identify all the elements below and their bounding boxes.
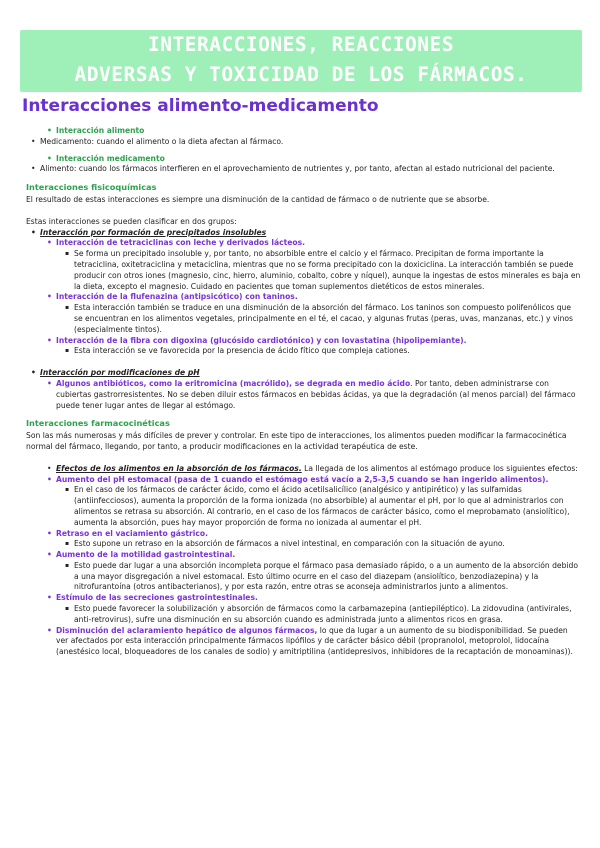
banner-title-line-2: ADVERSAS Y TOXICIDAD DE LOS FÁRMACOS. — [74, 63, 528, 86]
aclaramiento-item — [26, 626, 582, 658]
efectos-text: La llegada de los alimentos al estómago produce los siguientes efectos: — [301, 463, 578, 473]
fibra-label: • Interacción de la fibra con digoxina (glucósido cardiotónico) y con lovastatina (hipolipemiante). — [26, 336, 582, 347]
ph-estomacal-text: ▪ En el caso de los fármacos de carácter ácido, como el ácido acetilsalicílico (analgésico y antipirético) y las sulfamidas (antiinfecciosos), aumenta la proporción de la forma ionizada (no absorbible) al aumentar el pH, por lo que al administrarlos con alimentos se retrasa su absorción. Al contrario, en el caso de los fármacos de carácter básico, como el meprobamato (ansiolítico), aumenta la absorción, pues hay mayor proporción de forma no ionizada al aumentar el pH. — [26, 485, 582, 528]
efectos-label: Efectos de los alimentos en la absorción de los fármacos. — [56, 463, 302, 473]
retraso-label: • Retraso en el vaciamiento gástrico. — [26, 529, 582, 540]
interaccion-alimento-text: • Medicamento: cuando el alimento o la dieta afectan al fármaco. — [26, 137, 582, 148]
antibioticos-item — [26, 379, 582, 411]
antibioticos-label: Algunos antibióticos, como la eritromicina (macrólido), se degrada en medio ácido — [56, 378, 411, 388]
interaccion-medicamento-text: • Alimento: cuando los fármacos interfieren en el aprovechamiento de nutrientes y, por tanto, afectan al estado nutricional del paciente. — [26, 164, 582, 175]
interaccion-alimento-label: • Interacción alimento — [26, 126, 582, 137]
motilidad-text: ▪ Esto puede dar lugar a una absorción incompleta porque el fármaco pasa demasiado rápido, o a un aumento de la absorción debido a una mayor disgregación a nivel estomacal. Esto último ocurre en el caso del diazepam (ansiolítico, benzodiazepina) y la nitrofurantoína (otros antibacterianos), y por esta razón, entre otras se aconseja administrarlos junto a alimentos. — [26, 561, 582, 593]
tetraciclinas-text: ▪ Se forma un precipitado insoluble y, por tanto, no absorbible entre el calcio y el fármaco. Precipitan de forma importante la tetraciclina, oxitetraciclina y metaciclina, mientras que no se forma precipitado con la doxiciclina. La interacción también se puede producir con otros iones (magnesio, cinc, hierro, aluminio, cobalto, cobre y níquel), aunque la ingestas de estos minerales es baja en la dieta, excepto el magnesio. Cuidado en pacientes que toman suplementos dietéticos de estos minerales. — [26, 249, 582, 292]
farmaco-paragraph-1: Son las más numerosas y más difíciles de prever y controlar. En este tipo de interacciones, los alimentos pueden modificar la farmacocinética normal del fármaco, llegando, por tanto, a producir modificaciones en la actividad terapéutica de este. — [26, 431, 567, 451]
tetraciclinas-label: • Interacción de tetraciclinas con leche y derivados lácteos. — [26, 238, 582, 249]
group-ph: • Interacción por modificaciones de pH — [26, 368, 582, 379]
group-precipitados: • Interacción por formación de precipitados insolubles — [26, 228, 582, 239]
motilidad-label: • Aumento de la motilidad gastrointestinal. — [26, 550, 582, 561]
efectos-item — [26, 464, 582, 475]
retraso-text: ▪ Esto supone un retraso en la absorción de fármacos a nivel intestinal, en comparación con la situación de ayuno. — [26, 539, 582, 550]
aclaramiento-label: Disminución del aclaramiento hepático de algunos fármacos, — [56, 625, 318, 635]
document-body — [26, 126, 582, 658]
ph-estomacal-label: • Aumento del pH estomacal (pasa de 1 cuando el estómago está vacío a 2,5-3,5 cuando se han ingerido alimentos). — [26, 475, 582, 486]
fisico-paragraph-2: Estas interacciones se pueden clasificar en dos grupos: — [26, 216, 237, 226]
flufenazina-text: ▪ Esta interacción también se traduce en una disminución de la absorción del fármaco. Los taninos son compuesto polifenólicos que se encuentran en los alimentos vegetales, principalmente en el té, el cacao, y algunas frutas (peras, uvas, manzanas, etc.) y vinos (especialmente tintos). — [26, 303, 582, 335]
aclaramiento-text: lo que da lugar a un aumento de su biodisponibilidad. Se pueden ver afectados por esta interacción principalmente fármacos lipófilos y de carácter básico débil (propranolol, metoprolol, lidocaína (anestésico local, bloqueadores de los canales de sodio) y amitriptilina (antidepresivos, inhibidores de la recaptación de monoaminas)). — [56, 625, 573, 657]
section-heading-farmacocineticas: Interacciones farmacocinéticas — [26, 418, 170, 429]
estimulo-text: ▪ Esto puede favorecer la solubilización y absorción de fármacos como la carbamazepina (antiepiléptico). La zidovudina (antivirales, anti-retrovirus), sufre una disminución en su absorción cuando es administrada junto a alimentos ricos en grasa. — [26, 604, 582, 626]
banner-title-line-1: INTERACCIONES, REACCIONES — [148, 33, 454, 56]
antibioticos-text: . Por tanto, deben administrarse con cubiertas gastrorresistentes. No se deben diluir estos fármacos en bebidas ácidas, ya que la degradación (al menos parcial) del fármaco puede tener lugar antes de llegar al estómago. — [56, 378, 576, 410]
page-title: Interacciones alimento-medicamento — [22, 96, 379, 116]
fibra-text: ▪ Esta interacción se ve favorecida por la presencia de ácido fítico que compleja cationes. — [26, 346, 582, 357]
estimulo-label: • Estímulo de las secreciones gastrointestinales. — [26, 593, 582, 604]
section-heading-fisicoquimicas: Interacciones fisicoquímicas — [26, 182, 157, 193]
interaccion-medicamento-label: • Interacción medicamento — [26, 154, 582, 165]
flufenazina-label: • Interacción de la flufenazina (antipsicótico) con taninos. — [26, 292, 582, 303]
fisico-paragraph-1: El resultado de estas interacciones es siempre una disminución de la cantidad de fármaco o de nutriente que se absorbe. — [26, 194, 490, 204]
title-banner — [20, 30, 582, 92]
